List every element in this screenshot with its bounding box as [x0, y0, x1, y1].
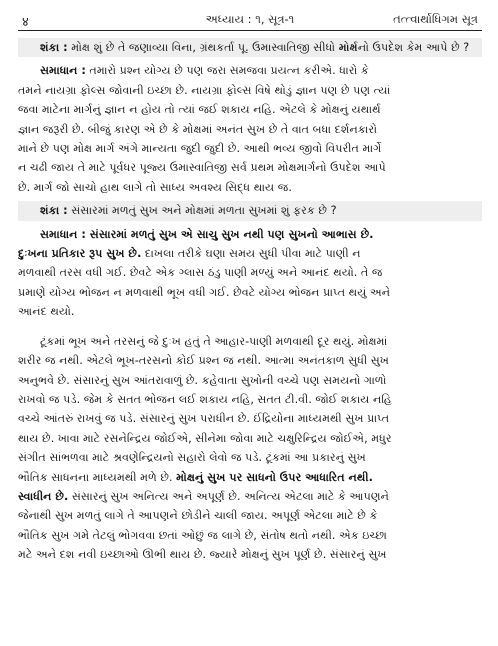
page-header	[18, 10, 482, 32]
answer-label: સમાધાન :	[40, 227, 86, 241]
body-paragraph-3	[18, 332, 482, 565]
answer-line: તમારો પ્રશ્ન યોગ્ય છે પણ જરા સમજવા પ્રયત્ન કરીએ. ધારો કે	[85, 64, 369, 78]
body-line: શરીર જ નથી. એટલે ભૂખ-તરસનો કોઈ પ્રશ્ન જ નથી. આત્મા અનંતકાળ સુધી સુખ	[18, 354, 390, 368]
body-line: ભૌતિક સાધનના માધ્યમથી મળે છે.	[18, 470, 177, 484]
answer-line: મળવાથી તરસ વધી ગઈ. છેવટે એક ગ્લાસ ઠંડુ પાણી મળ્યું અને આનંદ થયો. તે જ	[18, 266, 383, 280]
answer-line: જવા માટેના માર્ગનું જ્ઞાન ન હોય તો ત્યાં જઈ શકાય નહિ. એટલે કે મોક્ષનું યથાર્થ	[18, 103, 381, 117]
body-line: રાખવો જ પડે. જેમ કે સતત ભોજન લઈ શકાય નહિ, સતત ટી.વી. જોઈ શકાય નહિ	[18, 392, 392, 406]
body-line: મટે અને દશ નવી ઇચ્છાઓ ઊભી થાય છે. જ્યારે મોક્ષનું સુખ પૂર્ણ છે. સંસારનું સુખ	[18, 548, 387, 562]
answer-emphasis: દુઃખના પ્રતિકાર રૂપ સુખ છે.	[18, 247, 142, 261]
answer-line: માને છે પણ મોક્ષ માર્ગ અંગે માન્યતા જુદી જુદી છે. આથી ભવ્ય જીવો વિપરીત માર્ગે	[18, 142, 382, 156]
answer-paragraph-2	[18, 225, 482, 322]
body-emphasis: મોક્ષનું સુખ પર સાધનો ઉપર આધારિત નથી.	[176, 470, 373, 484]
question-label: શંકા :	[40, 204, 68, 218]
question-box-1	[18, 38, 482, 57]
page-number: ४	[22, 15, 29, 30]
answer-line: છે. માર્ગ જો સાચો હાથ લાગે તો સાધ્ય અવશ્ય સિદ્ધ થાય જ.	[18, 180, 292, 194]
body-line: સંસારનું સુખ અનિત્ય અને અપૂર્ણ છે. અનિત્ય એટલા માટે કે આપણને	[68, 489, 389, 503]
body-line: ભૌતિક સુખ ગમે તેટલું ભોગવવા છતાં ઓછું જ લાગે છે, સંતોષ થતો નથી. એક ઇચ્છા	[18, 528, 387, 542]
body-line: ટૂંકમાં ભૂખ અને તરસનું જે દુઃખ હતું તે આહાર-પાણી મળવાથી દૂર થયું. મોક્ષમાં	[40, 334, 388, 348]
answer-line: દાખલા તરીકે ઘણા સમય સુધી પીવા માટે પાણી ન	[141, 247, 361, 261]
question-label: શંકા :	[40, 41, 68, 54]
body-line: અનુભવે છે. સંસારનું સુખ આંતરાવાળું છે. કહેવાતા સુખોની વચ્ચે પણ સમયનો ગાળો	[18, 373, 387, 387]
question-text: માર્ગનો ઉપદેશ કેમ આપે છે ?	[339, 41, 470, 54]
body-line: વચ્ચે આંતરું રાખવું જ પડે. સંસારનું સુખ પરાધીન છે. ઈંદ્રિયોના માધ્યમથી સુખ પ્રાપ્ત	[18, 412, 390, 426]
answer-line: ન ચઢી જાય તે માટે પૂર્વધર પૂજ્ય ઉમાસ્વાતિજી સર્વ પ્રથમ મોક્ષમાર્ગનો ઉપદેશ આપે	[18, 161, 386, 175]
chapter-heading: અધ્યાય : ૧, સૂત્ર-૧	[205, 12, 295, 26]
question-text: સંસારમાં મળતું સુખ અને મોક્ષમાં મળતા સુખમાં શું ફરક છે ?	[67, 204, 337, 218]
answer-emphasis: સંસારમાં મળતું સુખ એ સાચુ સુખ નથી પણ સુખનો આભાસ છે.	[85, 227, 374, 241]
answer-label: સમાધાન :	[40, 64, 86, 78]
body-line: જેનાથી સુખ મળતું લાગે તે આપણને છોડીને ચાલી જાય. અપૂર્ણ એટલા માટે છે કે	[18, 509, 378, 523]
page-body	[18, 36, 482, 569]
book-title: તત્ત્વાર્થાધિગમ સૂત્ર	[393, 12, 478, 26]
question-text: મોક્ષ શું છે તે જણાવ્યા વિના, ગ્રંથકર્તા પૂ. ઉમાસ્વાતિજી સીધો મોક્ષ	[67, 41, 358, 54]
answer-line: તમને નાયગ્રા ફોલ્સ જોવાની ઇચ્છા છે. નાયગ્રા ફોલ્સ વિષે થોડું જ્ઞાન પણ છે પણ ત્યાં	[18, 83, 391, 97]
body-line: સંગીત સાંભળવા માટે શ્રવણેન્દ્રિયનો સહારો લેવો જ પડે. ટૂંકમાં આ પ્રકારનું સુખ	[18, 451, 366, 465]
answer-line: જ્ઞાન જરૂરી છે. બીજું કારણ એ છે કે મોક્ષમાં અનંત સુખ છે તે વાત બધા દર્શનકારો	[18, 122, 378, 136]
answer-paragraph-1	[18, 61, 482, 197]
answer-line: પ્રમાણે યોગ્ય ભોજન ન મળવાથી ભૂખ વધી ગઈ. છેવટે યોગ્ય ભોજન પ્રાપ્ત થયું અને	[18, 285, 391, 299]
answer-line: આનંદ થયો.	[18, 305, 75, 319]
body-emphasis: સ્વાધીન છે.	[18, 489, 69, 503]
header-rule	[18, 30, 482, 31]
body-line: થાય છે. ખાવા માટે રસનેન્દ્રિય જોઈએ, સીનેમા જોવા માટે ચક્ષુરિન્દ્રિય જોઈએ, મધુર	[18, 431, 392, 445]
question-box-2	[18, 201, 482, 220]
